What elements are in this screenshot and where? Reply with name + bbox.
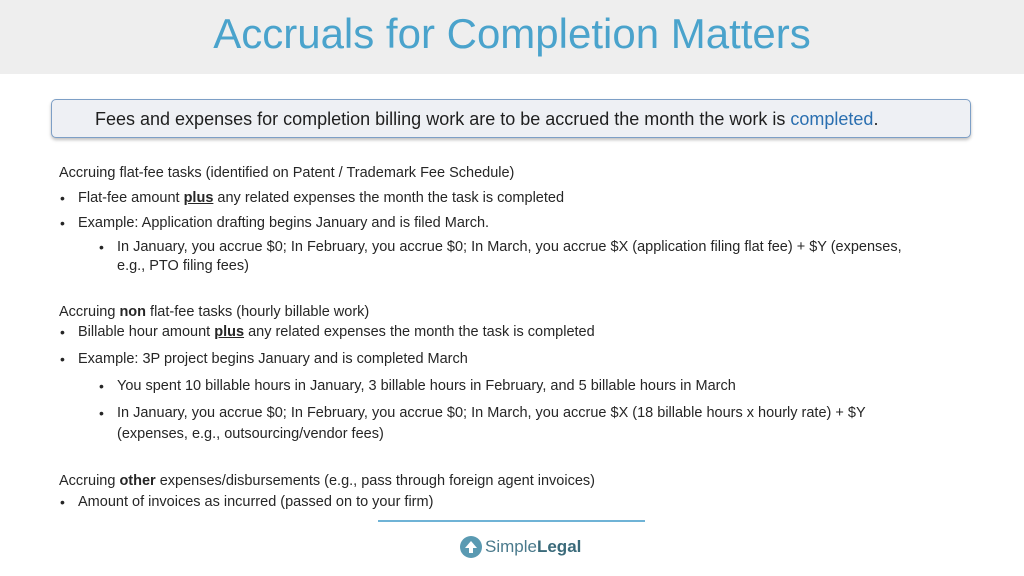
callout-box [51,99,971,138]
slide-title: Accruals for Completion Matters [213,10,811,57]
callout-text [95,109,878,130]
callout-text-main: Fees and expenses for completion billing work are to be accrued the month the work is [95,109,791,129]
section1-bullet1-pre: Flat-fee amount [78,190,184,206]
section1-bullet2: Example: Application drafting begins January and is filed March. [78,215,490,231]
section1-heading: Accruing flat-fee tasks (identified on Patent / Trademark Fee Schedule) [59,165,515,181]
callout-text-end: . [873,109,879,129]
logo-text-light: Simple [485,537,537,556]
section1-bullet1-post: any related expenses the month the task is completed [213,190,565,206]
section2-bullet1-pre: Billable hour amount [78,324,215,340]
bullet-dot: • [60,324,65,340]
section3-heading-pre: Accruing [59,473,120,489]
section1-sub1-line1: In January, you accrue $0; In February, you accrue $0; In March, you accrue $X (application filing flat fee) + $Y (expenses, [117,239,902,255]
logo-text-bold: Legal [536,537,582,556]
section1-bullet1-emph: plus [183,190,214,206]
section2-heading-emph: non [119,304,147,320]
bullet-dot: • [60,215,65,231]
section2-sub1: You spent 10 billable hours in January, 3 billable hours in February, and 5 billable hours in March [117,378,736,394]
section3-heading-emph: other [119,473,156,489]
bullet-dot: • [60,351,65,367]
section3-bullet1: Amount of invoices as incurred (passed on to your firm) [78,494,434,510]
section2-sub2-line2: (expenses, e.g., outsourcing/vendor fees) [117,426,384,442]
section2-heading-pre: Accruing [59,304,120,320]
section2-heading [59,302,369,322]
section2-bullet1-emph: plus [214,324,245,340]
section3-heading [59,471,595,491]
simplelegal-logo-icon [459,535,483,559]
section2-bullet2: Example: 3P project begins January and is completed March [78,351,468,367]
sub-bullet-dot: • [99,239,104,255]
bullet-dot: • [60,190,65,206]
sub-bullet-dot: • [99,405,104,421]
section3-heading-post: expenses/disbursements (e.g., pass through foreign agent invoices) [155,473,595,489]
section1-bullet1 [78,188,564,208]
section1-sub1-line2: e.g., PTO filing fees) [117,258,249,274]
bullet-dot: • [60,494,65,510]
section2-sub2-line1: In January, you accrue $0; In February, you accrue $0; In March, you accrue $X (18 billable hours x hourly rate) + $Y [117,405,866,421]
footer-divider [378,520,645,522]
section2-bullet1 [78,322,595,342]
callout-highlight: completed [790,109,874,129]
simplelegal-logo-text [485,537,581,557]
section2-bullet1-post: any related expenses the month the task is completed [244,324,595,340]
section2-heading-post: flat-fee tasks (hourly billable work) [146,304,370,320]
sub-bullet-dot: • [99,378,104,394]
